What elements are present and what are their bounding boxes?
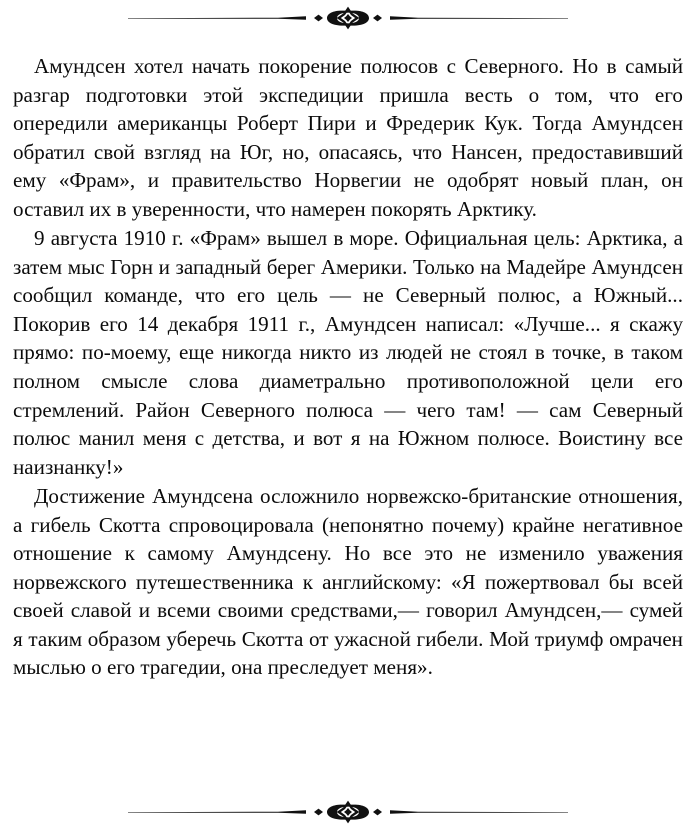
ornament-top [0,3,696,33]
paragraph-1: Амундсен хотел начать покорение полюсов с Северного. Но в самый разгар подготовки этой экспедиции пришла весть о том, что его опередили американцы Роберт Пири и Фредерик Кук. Тогда Амундсен обратил свой взгляд на Юг, но, опасаясь, что Нансен, предоставивший ему «Фрам», и правительство Норвегии не одобрят новый план, он оставил их в уверенности, что намерен покорять Арктику. [13,54,683,221]
page-body [13,52,683,682]
paragraph-3: Достижение Амундсена осложнило норвежско-британские отношения, а гибель Скотта спровоцировала (непонятно почему) крайне негативное отношение к самому Амундсену. Но все это не изменило уважения норвежского путешественника к английскому: «Я пожертвовал бы всей своей славой и всеми своими средствами,— говорил Амундсен,— сумей я таким образом уберечь Скотта от ужасной гибели. Мой триумф омрачен мыслью о его трагедии, она преследует меня». [13,483,683,680]
decorative-rule-icon [128,5,568,31]
ornament-bottom [0,797,696,827]
decorative-rule-icon [128,799,568,825]
paragraph-2: 9 августа 1910 г. «Фрам» вышел в море. Официальная цель: Арктика, а затем мыс Горн и западный берег Америки. Только на Мадейре Амундсен сообщил команде, что его цель — не Северный полюс, а Южный... Покорив его 14 декабря 1911 г., Амундсен написал: «Лучше... я скажу прямо: по-моему, еще никогда никто из людей не стоял в точке, в таком полном смысле слова диаметрально противоположной цели его стремлений. Район Северного полюса — чего там! — сам Северный полюс манил меня с детства, и вот я на Южном полюсе. Воистину все наизнанку!» [13,226,683,479]
